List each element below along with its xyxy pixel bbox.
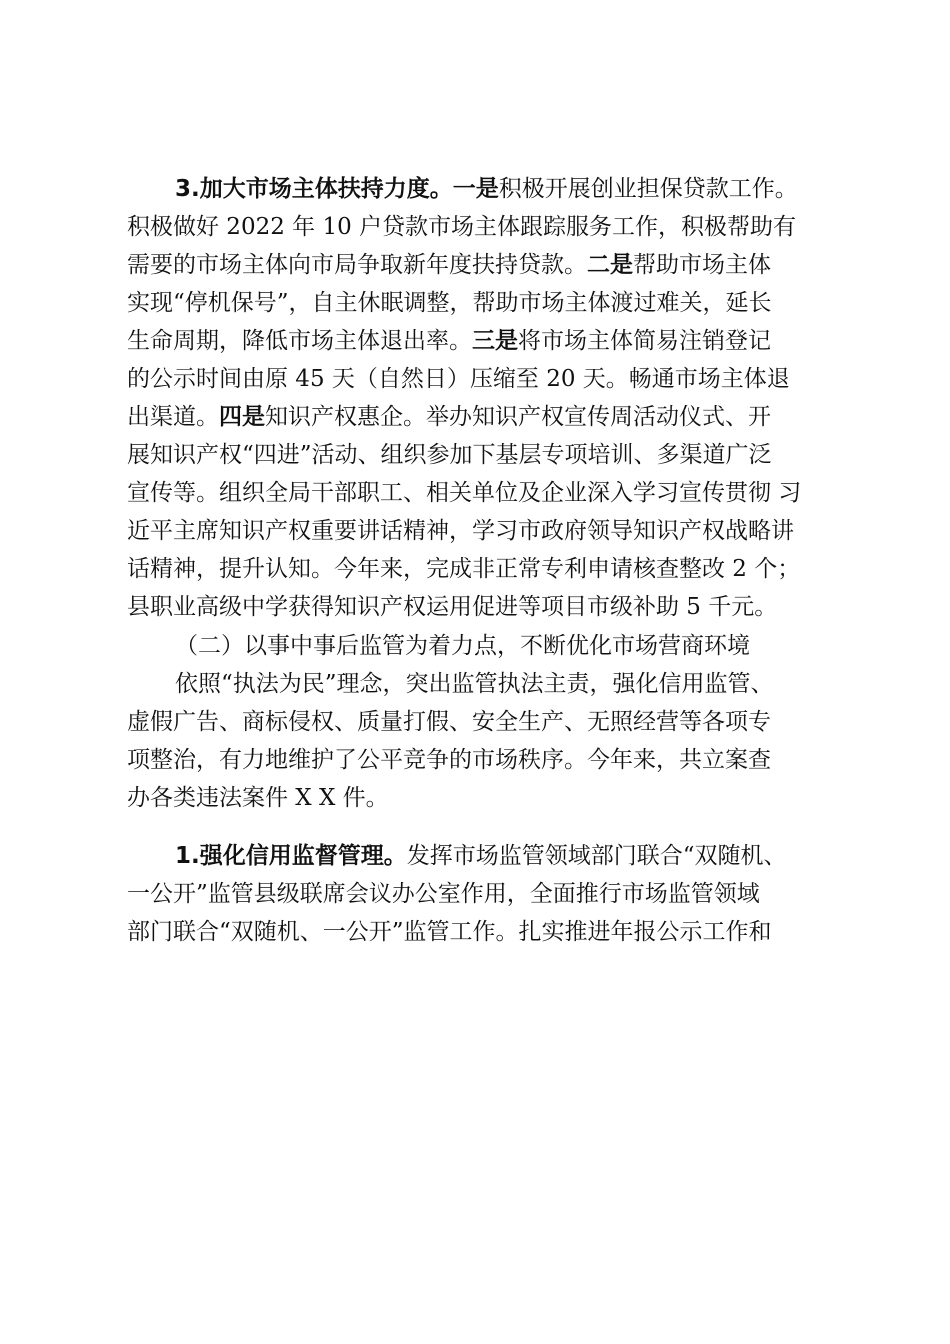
para3-line-2: 积极做好 2022 年 10 户贷款市场主体跟踪服务工作，积极帮助有 [127,214,797,240]
para3-line-5-text-b: 将市场主体简易注销登记 [518,328,771,354]
para3-line-1-text: 积极开展创业担保贷款工作。 [498,176,798,202]
para3-line-7-text-b: 知识产权惠企。举办知识产权宣传周活动仪式、开 [265,404,771,430]
para1-line-1-text: 发挥市场监管领域部门联合“双随机、 [406,843,787,869]
para3-line-3-text-b: 帮助市场主体 [633,252,771,278]
para3-line-3 [127,246,847,284]
section-2-line-4: 办各类违法案件 X X 件。 [127,785,389,811]
section-2-heading: （二）以事中事后监管为着力点，不断优化市场营商环境 [175,633,750,659]
para3-line-11: 话精神，提升认知。今年来，完成非正常专利申请核查整改 2 个； [127,556,801,582]
para1-line-2: 一公开”监管县级联席会议办公室作用，全面推行市场监管领域 [127,881,760,907]
para3-line-7-text-a: 出渠道。 [127,404,219,430]
para3-line-5 [127,322,847,360]
para3-line-1 [175,170,847,208]
para3-line-4: 实现“停机保号”，自主休眠调整，帮助市场主体渡过难关，延长 [127,290,772,316]
para3-line-9: 宣传等。组织全局干部职工、相关单位及企业深入学习宣传贯彻 习 [127,480,802,506]
para3-line-10: 近平主席知识产权重要讲话精神，学习市政府领导知识产权战略讲 [127,518,794,544]
section-2-line-2: 虚假广告、商标侵权、质量打假、安全生产、无照经营等各项专 [127,709,771,735]
para3-line-8: 展知识产权“四进”活动、组织参加下基层专项培训、多渠道广泛 [127,442,772,468]
para3-line-7 [127,398,847,436]
point-two-marker: 二是 [587,252,633,278]
point-four-marker: 四是 [219,404,265,430]
para1-line-1 [175,837,847,875]
section-2-line-1: 依照“执法为民”理念，突出监管执法主责，强化信用监管、 [175,671,774,697]
point-one-marker: 一是 [452,176,499,202]
para1-line-3: 部门联合“双随机、一公开”监管工作。扎实推进年报公示工作和 [127,919,772,945]
section-2-line-3: 项整治，有力地维护了公平竞争的市场秩序。今年来，共立案查 [127,747,771,773]
para1-heading: 1.强化信用监督管理。 [175,843,407,869]
para3-heading: 3.加大市场主体扶持力度。 [175,176,453,202]
para3-line-6: 的公示时间由原 45 天（自然日）压缩至 20 天。畅通市场主体退 [127,366,790,392]
para3-line-3-text-a: 需要的市场主体向市局争取新年度扶持贷款。 [127,252,587,278]
para3-line-5-text-a: 生命周期，降低市场主体退出率。 [127,328,472,354]
point-three-marker: 三是 [472,328,518,354]
para3-line-12: 县职业高级中学获得知识产权运用促进等项目市级补助 5 千元。 [127,594,778,620]
